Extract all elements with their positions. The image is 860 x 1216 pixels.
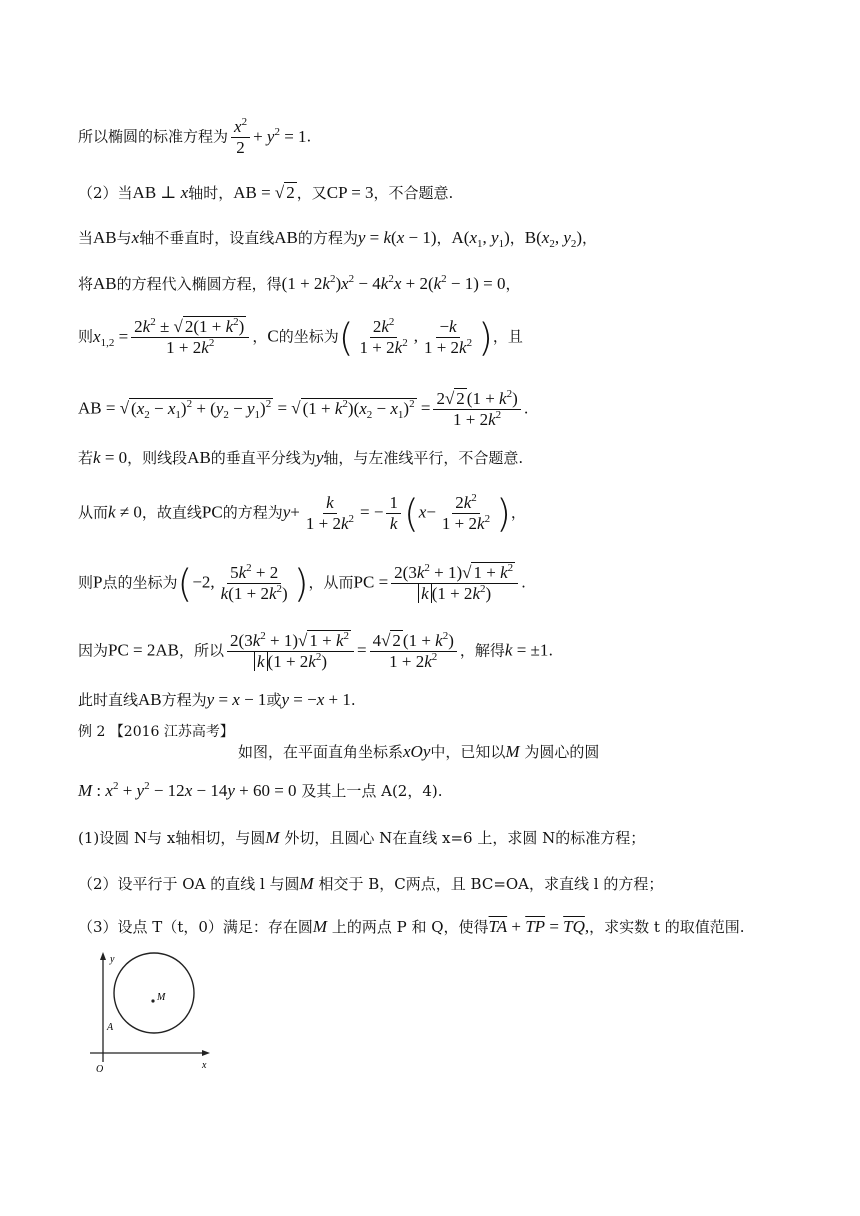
text: 若 xyxy=(78,449,94,467)
text: 或 xyxy=(266,691,282,709)
solve-k-line: 因为PC = 2AB，所以 $\frac{2(3k^2 + 1)√ 1 + k^2}{k (1 + 2k^2)}$ = $\frac{4√ 2 (1 + k^2)}{1 + 2k^2}$ ，解得k = ±1. xyxy=(78,630,554,671)
text: 及其上一点 A(2，4). xyxy=(301,782,443,800)
line-ab-setup: 当AB与x轴不垂直时，设直线AB的方程为y = k(x − 1)，$A(x_1$, $y_1$)，$B(x_2$, $y_2$)， xyxy=(78,228,598,250)
substitute-line: 将AB的方程代入椭圆方程，得$(1 + 2k^2)x^2 - 4k^2x + 2(k^2 - 1) = 0$， xyxy=(78,273,521,293)
text: 相交于 B，C两点，且 BC=OA，求直线 l 的方程； xyxy=(318,875,664,893)
text: ，且 xyxy=(492,327,523,346)
text: ，又 xyxy=(296,184,327,202)
text: 则 xyxy=(78,573,94,592)
k-zero-line: 若k = 0，则线段AB的垂直平分线为y轴，与左准线平行，不合题意. xyxy=(78,448,524,467)
text: ，求实数 t 的取值范围. xyxy=(589,918,745,936)
text: 如图，在平面直角坐标系 xyxy=(238,743,404,761)
text: ，不合题意. xyxy=(373,184,454,202)
ellipse-equation-line: 所以椭圆的标准方程为 $\frac{x^2}{2}$ + $y^2 = 1$. xyxy=(78,116,312,157)
text: 例 2 【2016 江苏高考】 xyxy=(78,724,234,740)
text: 所以椭圆的标准方程为 xyxy=(78,127,229,146)
text: ，所以 xyxy=(179,641,225,660)
question-2: （2）设平行于 OA 的直线 l 与圆M 相交于 B，C两点，且 BC=OA，求直线 l 的方程； xyxy=(78,874,664,893)
p-coordinate-line: 则P点的坐标为(−2, $\frac{5k^2 + 2}{k(1 + 2k^2)}$ )，从而PC = $\frac{2(3k^2 + 1)√ 1 + k^2}{k (1 + 2k^2)}$ . xyxy=(78,561,526,606)
ab-length-line: AB = √ $(x_2 - x_1)^2 + (y_2 - y_1)^2$ = √ $(1 + k^2)(x_2 - x_1)^2$ = $\frac{2√ 2 (1 + k^2)}{1 + 2k^2}$ . xyxy=(78,388,529,429)
text: 轴不垂直时，设直线 xyxy=(139,229,275,247)
example-2-title xyxy=(78,722,234,742)
center-m-label: M xyxy=(157,992,166,1003)
text: (1)设圆 N与 x轴相切，与圆 xyxy=(78,829,266,847)
text: 的方程为 xyxy=(297,229,358,247)
conclusion-line: 此时直线AB方程为y = x − 1或y = −x + 1. xyxy=(78,690,356,709)
text: 上的两点 P 和 Q，使得 xyxy=(331,918,489,936)
text: 的坐标为 xyxy=(278,327,339,346)
text: ，解得 xyxy=(459,641,505,660)
text: （2）当 xyxy=(78,184,133,202)
y-axis-label: y xyxy=(110,954,115,965)
text: 的垂直平分线为 xyxy=(210,449,316,467)
part2-intro: （2）当AB ⊥ x轴时，AB = √ 2 ，又CP = 3，不合题意. xyxy=(78,183,454,202)
text: 外切，且圆心 N在直线 x=6 上，求圆 N的标准方程； xyxy=(284,829,646,847)
text: 点的坐标为 xyxy=(102,573,178,592)
text: 的方程为 xyxy=(222,503,283,522)
y-axis-arrow-icon xyxy=(100,952,106,960)
text: 方程为 xyxy=(161,691,207,709)
center-m-dot xyxy=(151,999,154,1002)
text: 的方程代入椭圆方程，得 xyxy=(116,275,282,293)
x-axis-label: x xyxy=(202,1060,207,1071)
text: 从而 xyxy=(78,503,109,522)
text: 轴时， xyxy=(188,184,234,202)
text: ，则线段 xyxy=(127,449,188,467)
text: 此时直线 xyxy=(78,691,139,709)
circle-m-equation: M : $x^2 + y^2 - 12x - 14y + 60 = 0$ 及其上一点 A(2，4). xyxy=(78,780,443,800)
roots-line: 则$x_{1,2}$ = $\frac{2k^2 \pm √ 2(1 + k^2)}{1 + 2k^2}$ ，C的坐标为( $\frac{2k^2}{1 + 2k^2}$ , $\frac{-k}{1 + 2k^2}$ )，且 xyxy=(78,315,523,360)
circle-figure xyxy=(82,950,222,1075)
question-3: （3）设点 T（t，0）满足：存在圆M 上的两点 P 和 Q，使得$\overline{TA} + \overline{TP} = \overline{TQ}$,，求实数 t 的取值范围. xyxy=(78,917,745,936)
text: 轴，与左准线平行，不合题意. xyxy=(323,449,524,467)
pc-equation-line: 从而k ≠ 0，故直线PC的方程为y+ $\frac{k}{1 + 2k^2}$ = − $\frac{1}{k}$ (x− $\frac{2k^2}{1 + 2k^2}$ )， xyxy=(78,491,526,536)
question-1: (1)设圆 N与 x轴相切，与圆M 外切，且圆心 N在直线 x=6 上，求圆 N的标准方程； xyxy=(78,828,646,847)
text: 当 xyxy=(78,229,94,247)
text: 中，已知以 xyxy=(430,743,506,761)
example-2-intro: 如图，在平面直角坐标系xOy中，已知以M 为圆心的圆 xyxy=(238,742,600,761)
text: （2）设平行于 OA 的直线 l 与圆 xyxy=(78,875,300,893)
text: 则 xyxy=(78,327,94,346)
origin-label: O xyxy=(96,1064,104,1075)
text: 将 xyxy=(78,275,94,293)
text: 与 xyxy=(116,229,132,247)
text: （3）设点 T（t，0）满足：存在圆 xyxy=(78,918,313,936)
x-axis-arrow-icon xyxy=(202,1050,210,1056)
text: ，故直线 xyxy=(141,503,202,522)
text: ，从而 xyxy=(308,573,354,592)
circle-m xyxy=(114,953,194,1033)
point-a-label: A xyxy=(107,1022,114,1033)
text: 为圆心的圆 xyxy=(524,743,600,761)
text: 因为 xyxy=(78,641,109,660)
